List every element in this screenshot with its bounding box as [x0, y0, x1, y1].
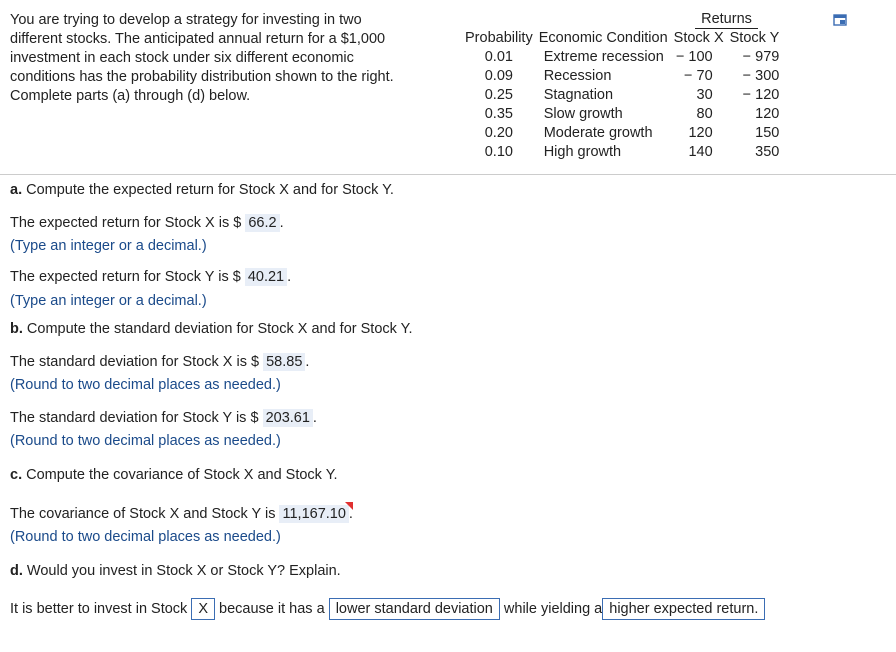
row-probability: 0.35 [484, 106, 513, 122]
popout-window-icon[interactable] [833, 14, 847, 26]
table-row [462, 86, 782, 105]
row-probability: 0.20 [484, 125, 513, 141]
part-b-x-prefix: The standard deviation for Stock X is $ [10, 354, 260, 370]
row-condition: Recession [543, 68, 612, 84]
part-c-prefix: The covariance of Stock X and Stock Y is [10, 506, 276, 522]
part-c-text: Compute the covariance of Stock X and Stock Y. [26, 467, 338, 483]
part-a-y-hint: (Type an integer or a decimal.) [10, 293, 207, 309]
part-d-answer-sentence [10, 598, 765, 620]
part-b-y-hint: (Round to two decimal places as needed.) [10, 433, 281, 449]
part-c-statement [10, 505, 353, 523]
part-a-x-prefix: The expected return for Stock X is $ [10, 215, 242, 231]
row-condition: Moderate growth [543, 125, 653, 141]
part-b-y-prefix: The standard deviation for Stock Y is $ [10, 410, 259, 426]
returns-title: Returns [695, 10, 758, 29]
table-row [462, 143, 782, 162]
row-stock-y: 350 [755, 144, 780, 160]
part-a-x-hint: (Type an integer or a decimal.) [10, 238, 207, 254]
row-condition: Stagnation [543, 87, 614, 103]
std-dev-x-answer[interactable]: 58.85 [263, 353, 305, 371]
part-b-text: Compute the standard deviation for Stock X and for Stock Y. [26, 321, 413, 337]
row-stock-y: − 979 [742, 49, 780, 65]
header-economic-condition: Economic Condition [538, 30, 668, 46]
part-a-y-prefix: The expected return for Stock Y is $ [10, 269, 241, 285]
section-divider [0, 174, 896, 175]
table-row [462, 67, 782, 86]
expected-return-y-answer[interactable]: 40.21 [245, 268, 287, 286]
header-stock-x: Stock X [673, 30, 724, 46]
covariance-answer[interactable]: 11,167.10 [279, 505, 348, 523]
row-stock-x: − 70 [684, 68, 713, 84]
part-d-label: d. [10, 563, 23, 579]
table-row [462, 105, 782, 124]
stock-choice-dropdown[interactable]: X [191, 598, 215, 620]
row-stock-y: 150 [755, 125, 780, 141]
row-condition: Slow growth [543, 106, 623, 122]
part-a-text: Compute the expected return for Stock X and for Stock Y. [26, 182, 394, 198]
row-probability: 0.10 [484, 144, 513, 160]
part-b-question [10, 321, 412, 337]
row-stock-x: 80 [696, 106, 713, 122]
row-stock-y: − 300 [742, 68, 780, 84]
header-stock-y: Stock Y [729, 30, 780, 46]
table-row [462, 124, 782, 143]
part-d-text-2: because it has a [219, 601, 325, 618]
part-c-question [10, 467, 338, 483]
row-stock-x: − 100 [675, 49, 713, 65]
part-d-question [10, 563, 341, 579]
period: . [305, 354, 310, 370]
row-stock-y: − 120 [742, 87, 780, 103]
row-stock-x: 140 [688, 144, 713, 160]
row-probability: 0.25 [484, 87, 513, 103]
part-b-y-statement [10, 410, 317, 426]
header-probability: Probability [465, 30, 533, 46]
return-choice-dropdown[interactable]: higher expected return. [602, 598, 765, 620]
period: . [287, 269, 292, 285]
risk-choice-dropdown[interactable]: lower standard deviation [329, 598, 500, 620]
part-c-label: c. [10, 467, 23, 483]
row-condition: Extreme recession [543, 49, 664, 65]
table-row [462, 48, 782, 67]
row-condition: High growth [543, 144, 622, 160]
returns-table [462, 10, 782, 162]
part-d-text-1: It is better to invest in Stock [10, 601, 188, 618]
problem-intro: You are trying to develop a strategy for investing in two different stocks. The anticipated annual return for a $1,000 investment in each stock under six different economic conditions has the probability distribution shown to the right. Complete parts (a) through (d) below. [10, 12, 394, 104]
row-stock-x: 120 [688, 125, 713, 141]
row-stock-y: 120 [755, 106, 780, 122]
part-b-x-hint: (Round to two decimal places as needed.) [10, 377, 281, 393]
part-b-x-statement [10, 354, 309, 370]
period: . [348, 506, 353, 522]
expected-return-x-answer[interactable]: 66.2 [245, 214, 279, 232]
table-header-row [462, 29, 782, 48]
std-dev-y-answer[interactable]: 203.61 [263, 409, 313, 427]
part-a-question [10, 182, 394, 198]
period: . [312, 410, 317, 426]
row-probability: 0.09 [484, 68, 513, 84]
row-stock-x: 30 [696, 87, 713, 103]
part-d-text: Would you invest in Stock X or Stock Y? Explain. [26, 563, 341, 579]
part-b-label: b. [10, 321, 23, 337]
part-a-label: a. [10, 182, 23, 198]
part-a-x-statement [10, 215, 284, 231]
row-probability: 0.01 [484, 49, 513, 65]
part-c-hint: (Round to two decimal places as needed.) [10, 529, 281, 545]
period: . [279, 215, 284, 231]
part-d-text-3: while yielding a [503, 601, 603, 618]
part-a-y-statement [10, 269, 291, 285]
